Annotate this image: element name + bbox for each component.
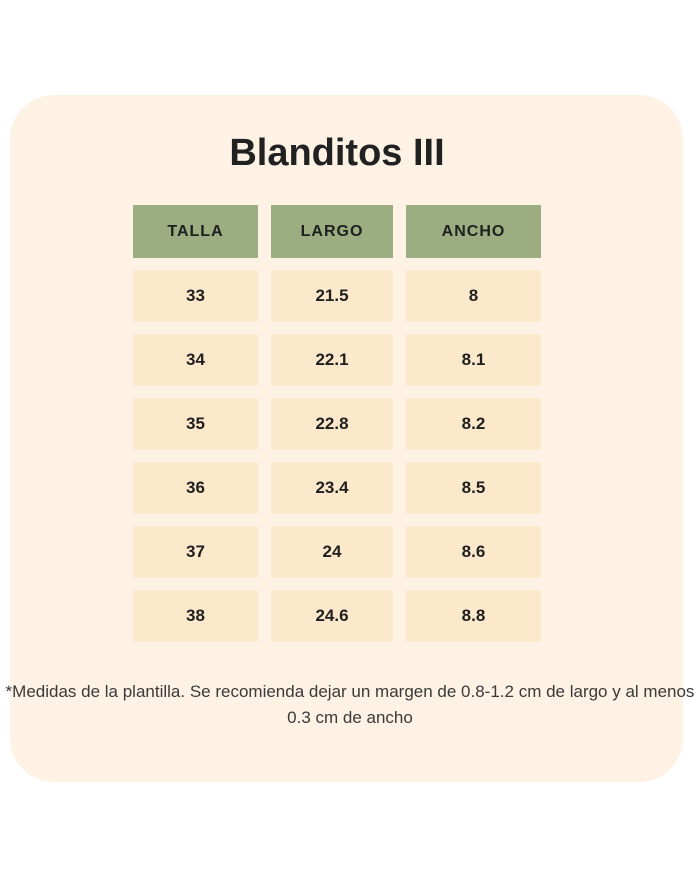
table-cell: 8.5 — [406, 462, 541, 514]
product-title: Blanditos III — [229, 132, 445, 174]
size-chart-card — [5, 95, 695, 782]
table-cell: 23.4 — [271, 462, 393, 514]
table-cell: 24.6 — [271, 590, 393, 642]
table-cell: 35 — [133, 398, 258, 450]
table-cell: 8.1 — [406, 334, 541, 386]
table-cell: 37 — [133, 526, 258, 578]
table-cell: 24 — [271, 526, 393, 578]
table-cell: 36 — [133, 462, 258, 514]
table-cell: 21.5 — [271, 270, 393, 322]
table-cell: 8 — [406, 270, 541, 322]
footnote: *Medidas de la plantilla. Se recomienda dejar un margen de 0.8-1.2 cm de largo y al menos 0.3 cm de ancho — [5, 682, 695, 727]
column-header-largo: LARGO — [271, 205, 393, 258]
table-cell: 8.8 — [406, 590, 541, 642]
table-cell: 22.1 — [271, 334, 393, 386]
table-cell: 33 — [133, 270, 258, 322]
table-cell: 34 — [133, 334, 258, 386]
table-cell: 8.2 — [406, 398, 541, 450]
table-cell: 8.6 — [406, 526, 541, 578]
column-header-ancho: ANCHO — [406, 205, 541, 258]
column-header-talla: TALLA — [133, 205, 258, 258]
size-table — [133, 205, 541, 642]
table-cell: 38 — [133, 590, 258, 642]
table-cell: 22.8 — [271, 398, 393, 450]
